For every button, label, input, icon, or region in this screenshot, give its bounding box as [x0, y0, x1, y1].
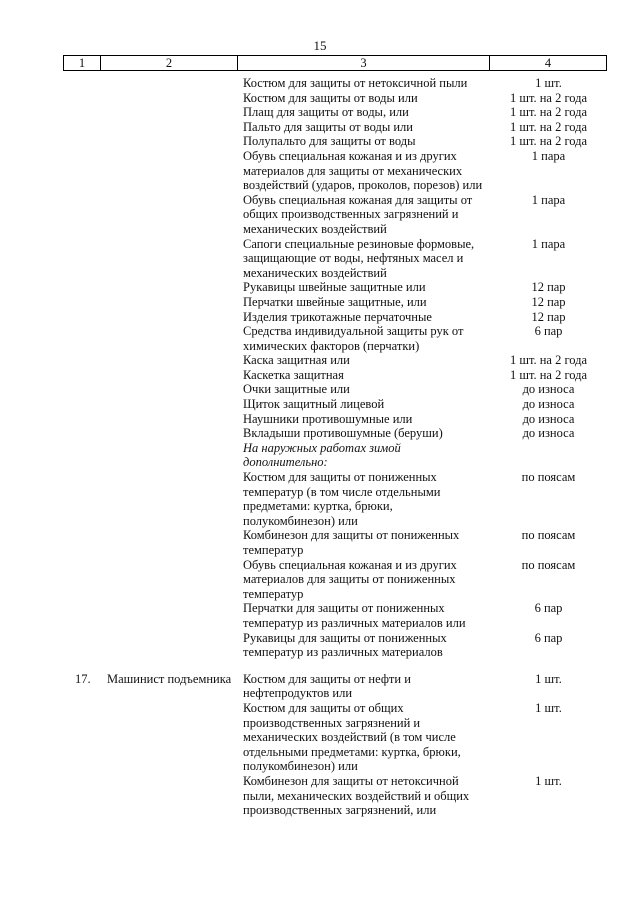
table-row	[63, 353, 605, 368]
entry-position: Машинист подъемника	[107, 671, 232, 686]
table-row	[63, 558, 605, 602]
entry-17	[63, 672, 605, 818]
item-name: Полупальто для защиты от воды	[243, 134, 416, 149]
item-norm: 1 пара	[531, 236, 566, 251]
item-name: Щиток защитный лицевой	[243, 397, 385, 412]
item-name: Сапоги специальные резиновые формовые, защищающие от воды, нефтяных масел и механических воздействий	[243, 236, 475, 280]
header-col-2: 2	[101, 56, 238, 70]
item-norm: по поясам	[521, 470, 576, 485]
table-row	[63, 120, 605, 135]
item-name: Обувь специальная кожаная для защиты от общих производственных загрязнений и механических воздействий	[243, 192, 473, 236]
table-row	[235, 774, 605, 818]
item-name: Костюм для защиты от общих производственных загрязнений и механических воздействий (в том числе отдельными предметами: куртка, брюки, полукомбинезон) или	[243, 700, 461, 774]
item-norm: 12 пар	[531, 294, 566, 309]
item-norm: по поясам	[521, 557, 576, 572]
item-name: Костюм для защиты от пониженных температур (в том числе отдельными предметами: куртка, брюки, полукомбинезон) или	[243, 470, 441, 528]
item-name: Пальто для защиты от воды или	[243, 119, 413, 134]
item-norm: 12 пар	[531, 280, 566, 295]
item-name: Очки защитные или	[243, 382, 350, 397]
item-norm: 1 шт.	[535, 76, 562, 90]
item-name: Каска защитная или	[243, 353, 350, 368]
page-number: 15	[313, 38, 327, 53]
item-name: Перчатки для защиты от пониженных температур из различных материалов или	[243, 601, 466, 630]
table-row	[63, 441, 605, 470]
item-norm: 1 шт. на 2 года	[509, 105, 588, 120]
table-row	[63, 412, 605, 427]
item-norm: до износа	[522, 382, 575, 397]
item-name: Обувь специальная кожаная и из других материалов для защиты от пониженных температур	[243, 557, 457, 601]
table-row	[63, 295, 605, 310]
item-norm	[486, 441, 605, 470]
item-norm: 1 шт.	[535, 671, 562, 686]
table-body	[63, 76, 605, 818]
item-name: Средства индивидуальной защиты рук от химических факторов (перчатки)	[243, 324, 464, 353]
item-norm: 1 пара	[531, 148, 566, 163]
header-col-3: 3	[238, 56, 490, 70]
entry-number: 17.	[75, 671, 91, 686]
item-norm: 6 пар	[534, 630, 563, 645]
header-col-1: 1	[64, 56, 101, 70]
item-norm: 6 пар	[534, 601, 563, 616]
item-name: Наушники противошумные или	[243, 411, 413, 426]
item-name: На наружных работах зимой дополнительно:	[243, 440, 401, 470]
table-row	[63, 368, 605, 383]
item-norm: 1 шт.	[535, 700, 562, 715]
item-norm: 1 шт. на 2 года	[509, 119, 588, 134]
item-name: Комбинезон для защиты от нетоксичной пыли, механических воздействий и общих производственных загрязнений, или	[243, 773, 470, 818]
item-norm: 1 шт. на 2 года	[509, 90, 588, 105]
item-name: Обувь специальная кожаная и из других материалов для защиты от механических воздействий (ударов, проколов, порезов) или	[243, 148, 483, 193]
item-name: Каскетка защитная	[243, 367, 344, 382]
table-row	[63, 280, 605, 295]
header-col-4: 4	[544, 56, 552, 70]
table-row	[63, 91, 605, 106]
table-row	[63, 324, 605, 353]
item-name: Комбинезон для защиты от пониженных температур	[243, 528, 460, 557]
item-norm: 1 шт. на 2 года	[509, 353, 588, 368]
table-row	[63, 426, 605, 441]
item-norm: 1 шт. на 2 года	[509, 134, 588, 149]
item-norm: по поясам	[521, 528, 576, 543]
table-row	[63, 310, 605, 325]
item-name: Костюм для защиты от воды или	[243, 90, 418, 105]
item-norm: до износа	[522, 426, 575, 441]
table-row	[63, 105, 605, 120]
item-norm: до износа	[522, 411, 575, 426]
table-header	[63, 55, 607, 71]
table-row	[63, 382, 605, 397]
item-norm: 1 шт.	[535, 773, 562, 788]
item-name: Костюм для защиты от нефти и нефтепродуктов или	[243, 671, 411, 701]
table-row	[63, 528, 605, 557]
item-name: Вкладыши противошумные (беруши)	[243, 426, 443, 441]
item-name: Рукавицы швейные защитные или	[243, 280, 426, 295]
table-row	[63, 601, 605, 630]
table-row	[235, 672, 605, 701]
table-row	[63, 76, 605, 91]
item-name: Рукавицы для защиты от пониженных температур из различных материалов	[243, 630, 447, 660]
item-name: Плащ для защиты от воды, или	[243, 105, 409, 120]
table-row	[63, 134, 605, 149]
item-name: Перчатки швейные защитные, или	[243, 294, 427, 309]
table-row	[235, 701, 605, 774]
item-name: Костюм для защиты от нетоксичной пыли	[243, 76, 468, 90]
item-norm: 6 пар	[534, 324, 563, 339]
item-name: Изделия трикотажные перчаточные	[243, 309, 432, 324]
table-row	[63, 470, 605, 528]
continued-rows	[63, 76, 605, 660]
table-row	[63, 149, 605, 193]
entry-17-items	[235, 672, 605, 818]
item-norm: 12 пар	[531, 309, 566, 324]
item-norm: 1 пара	[531, 192, 566, 207]
table-row	[63, 631, 605, 660]
item-norm: 1 шт. на 2 года	[509, 367, 588, 382]
table-row	[63, 193, 605, 237]
table-row	[63, 397, 605, 412]
table-row	[63, 237, 605, 281]
item-norm: до износа	[522, 397, 575, 412]
